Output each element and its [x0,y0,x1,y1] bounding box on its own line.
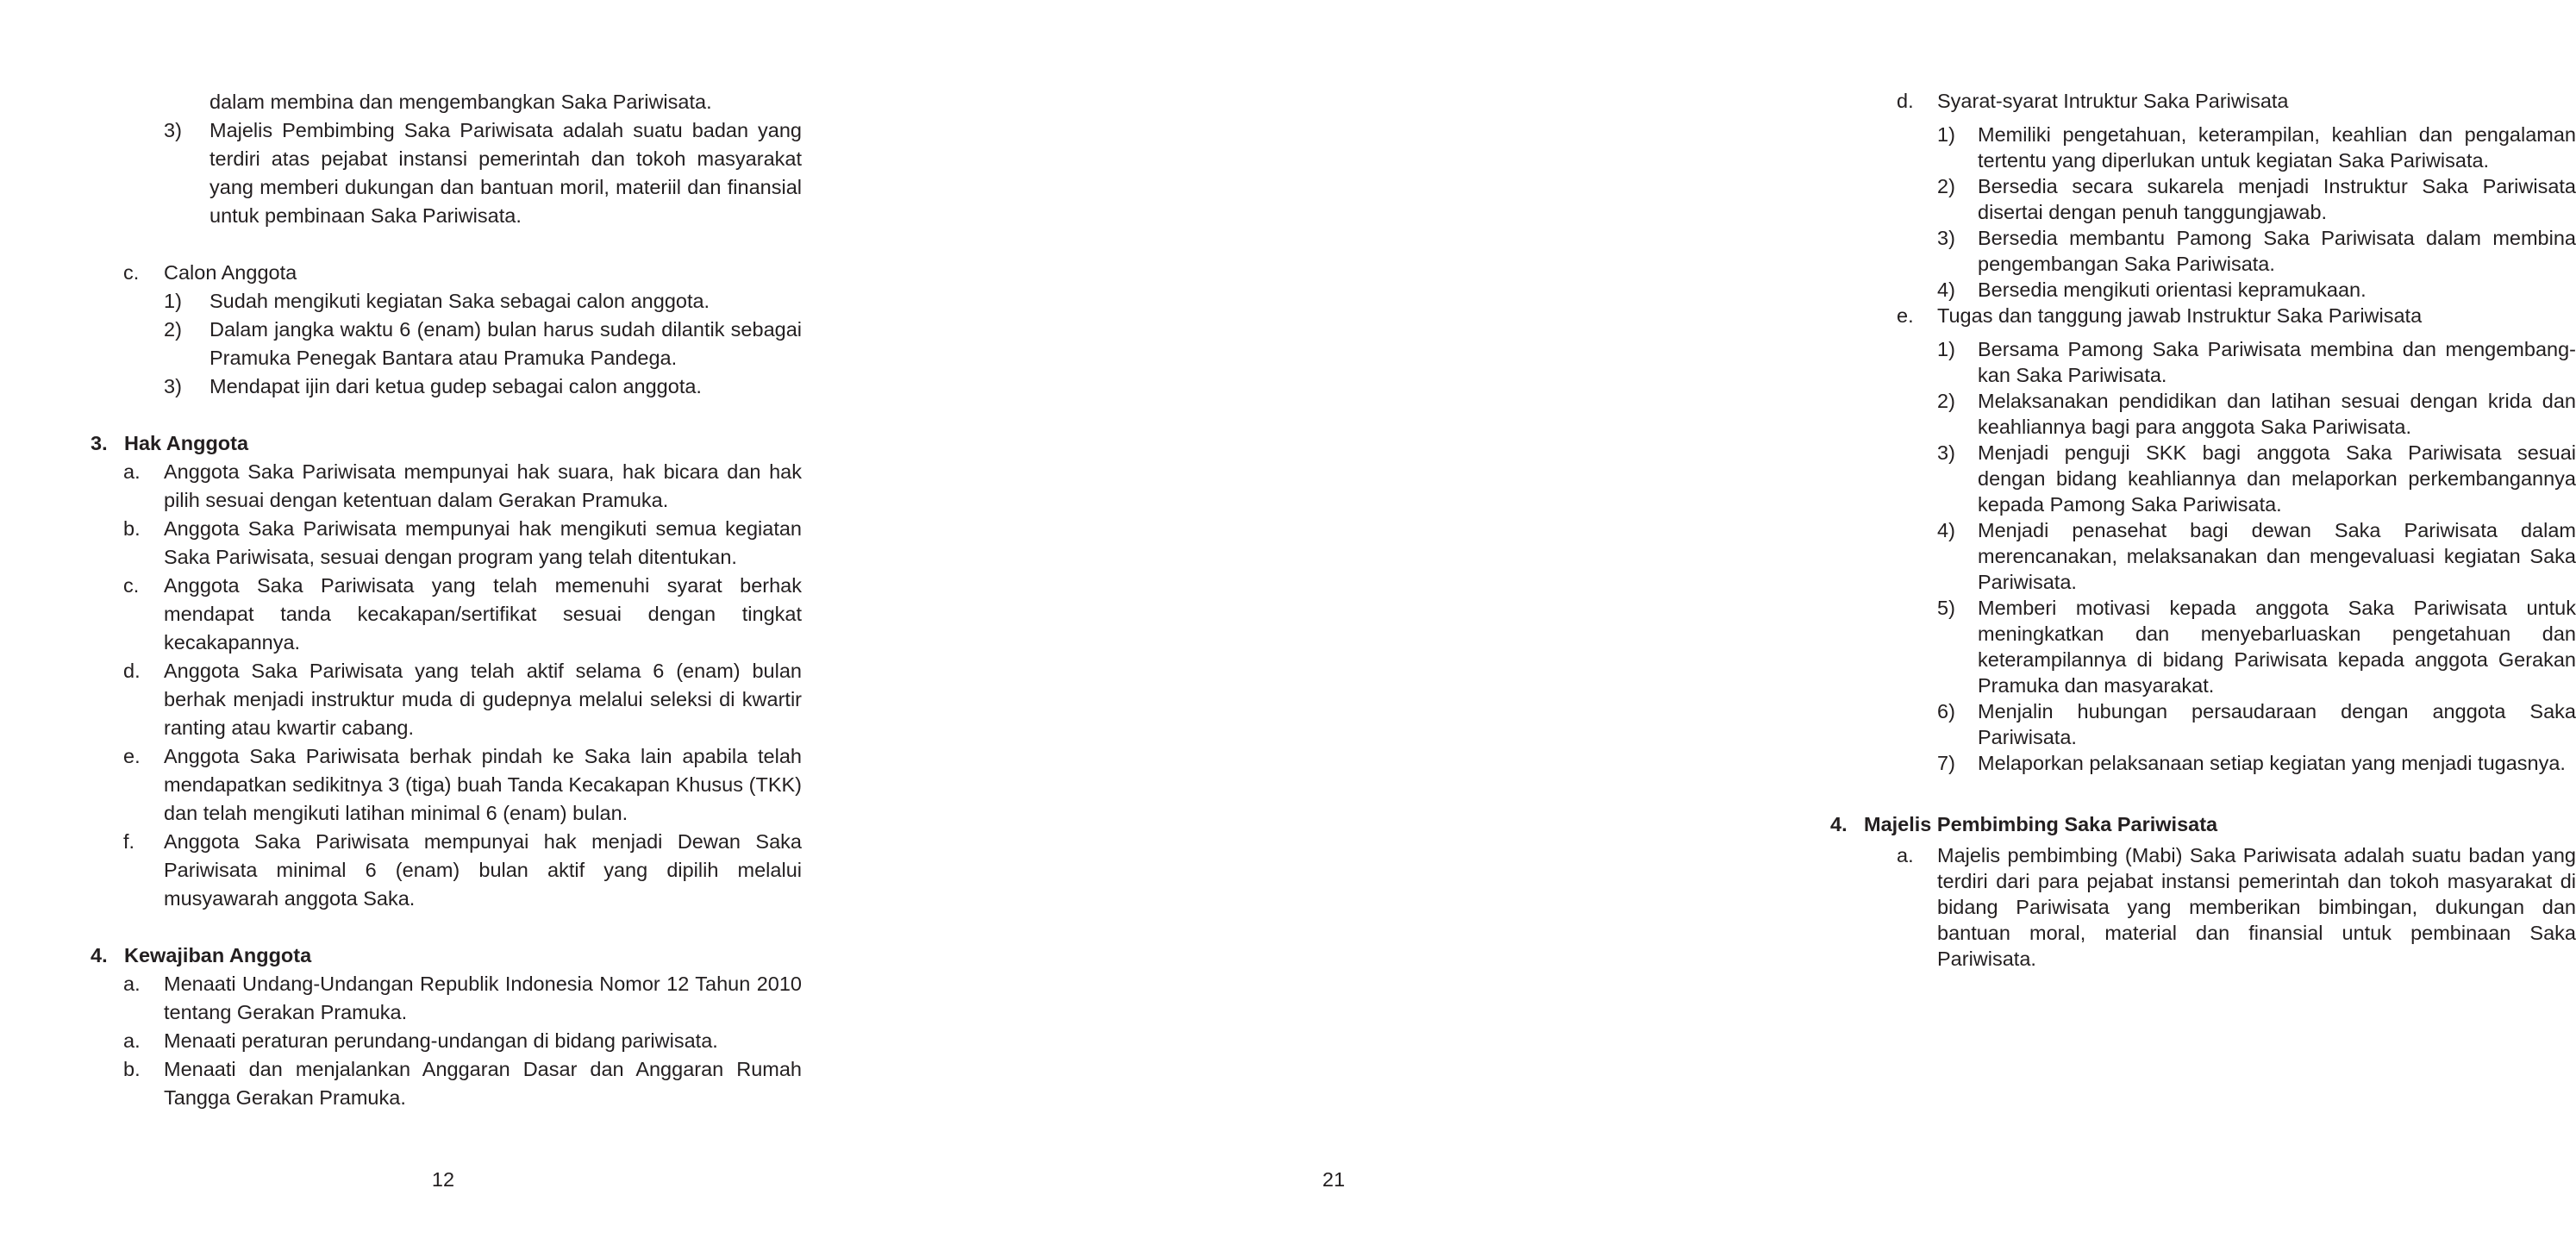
section-c-heading: c. Calon Anggota [123,261,297,284]
page-number: 12 [431,1168,455,1191]
list-item: 1) Memiliki pengetahuan, keterampilan, keahlian dan pengalaman tertentu yang diperlukan untuk kegiatan Saka Pariwisata. [1937,123,2576,172]
list-item: 3) Bersedia membantu Pamong Saka Pariwisata dalam membina pengembangan Saka Pariwisata. [1937,227,2576,275]
section-4-heading: 4. Kewajiban Anggota [91,944,312,966]
list-item: 1) Sudah mengikuti kegiatan Saka sebagai calon anggota. [164,290,710,312]
left-page-body [91,88,802,1112]
list-item: 2) Dalam jangka waktu 6 (enam) bulan harus sudah dilantik sebagai Pramuka Penegak Bantara atau Pramuka Pandega. [164,318,802,369]
section-4-heading: 4. Majelis Pembimbing Saka Pariwisata [1830,813,2218,835]
list-item: 5) Memberi motivasi kepada anggota Saka Pariwisata untuk meningkatkan dan menyebarluaskan pengetahuan dan keterampilannya di bidang Pariwisata kepada anggota Gerakan Pramuka dan masyarakat. [1937,597,2576,697]
list-item: 6) Menjalin hubungan persaudaraan dengan anggota Saka Pariwisata. [1937,700,2576,748]
left-page [0,0,883,1251]
list-item: a. Anggota Saka Pariwisata mempunyai hak suara, hak bicara dan hak pilih sesuai dengan ketentuan dalam Gerakan Pramuka. [123,460,802,511]
list-item: b. Menaati dan menjalankan Anggaran Dasar dan Anggaran Rumah Tangga Gerakan Pramuka. [123,1058,802,1109]
right-page [883,0,2576,1251]
list-item: f. Anggota Saka Pariwisata mempunyai hak menjadi Dewan Saka Pariwisata minimal 6 (enam) bulan aktif yang dipilih melalui musyawarah anggota Saka. [123,830,802,910]
list-item: a. Menaati peraturan perundang-undangan di bidang pariwisata. [123,1029,718,1052]
list-item: b. Anggota Saka Pariwisata mempunyai hak mengikuti semua kegiatan Saka Pariwisata, sesuai dengan program yang telah ditentukan. [123,517,802,568]
right-page-body [1830,88,2576,972]
list-item: 3) Menjadi penguji SKK bagi anggota Saka Pariwisata sesuai dengan bidang keahliannya dan melaporkan perkembangannya kepada Pamong Saka Pariwisata. [1937,441,2576,516]
intro-continuation: dalam membina dan mengembangkan Saka Pariwisata. [209,91,712,113]
list-item: 2) Bersedia secara sukarela menjadi Instruktur Saka Pariwisata disertai dengan penuh tanggungjawab. [1937,175,2576,223]
item-label: 3) [164,119,182,141]
list-item: 3) Mendapat ijin dari ketua gudep sebagai calon anggota. [164,375,702,397]
list-item: 1) Bersama Pamong Saka Pariwisata membina dan mengembang-kan Saka Pariwisata. [1937,338,2576,386]
list-item: e. Anggota Saka Pariwisata berhak pindah ke Saka lain apabila telah mendapatkan sedikitnya 3 (tiga) buah Tanda Kecakapan Khusus (TKK) dan telah mengikuti latihan minimal 6 (enam) bulan. [123,745,802,824]
section-e-heading: e. Tugas dan tanggung jawab Instruktur Saka Pariwisata [1897,304,2423,327]
list-item: 2) Melaksanakan pendidikan dan latihan sesuai dengan krida dan keahliannya bagi para anggota Saka Pariwisata. [1937,390,2576,438]
list-item: 7) Melaporkan pelaksanaan setiap kegiatan yang menjadi tugasnya. [1937,752,2566,774]
list-item: 4) Bersedia mengikuti orientasi kepramukaan. [1937,278,2367,301]
intro-item [91,116,802,230]
list-item: 4) Menjadi penasehat bagi dewan Saka Pariwisata dalam merencanakan, melaksanakan dan mengevaluasi kegiatan Saka Pariwisata. [1937,519,2576,593]
list-item: a. Menaati Undang-Undangan Republik Indonesia Nomor 12 Tahun 2010 tentang Gerakan Pramuka. [123,973,802,1023]
list-item: a. Majelis pembimbing (Mabi) Saka Pariwisata adalah suatu badan yang terdiri dari para pejabat instansi pemerintah dan tokoh masyarakat di bidang Pariwisata yang memberikan bimbingan, dukungan dan bantuan moral, material dan finansial untuk pembinaan Saka Pariwisata. [1897,844,2576,970]
list-item: c. Anggota Saka Pariwisata yang telah memenuhi syarat berhak mendapat tanda kecakapan/sertifikat sesuai dengan tingkat kecakapannya. [123,574,802,654]
section-3-heading: 3. Hak Anggota [91,432,249,454]
section-d-heading: d. Syarat-syarat Intruktur Saka Pariwisata [1897,90,2289,112]
page-number: 21 [1322,1168,1346,1191]
item-text: Majelis Pembimbing Saka Pariwisata adalah suatu badan yang terdiri atas pejabat instansi pemerintah dan tokoh masyarakat yang memberi dukungan dan bantuan moril, materiil dan finansial untuk pembinaan Saka Pariwisata. [209,119,802,227]
list-item: d. Anggota Saka Pariwisata yang telah aktif selama 6 (enam) bulan berhak menjadi instruktur muda di gudepnya melalui seleksi di kwartir ranting atau kwartir cabang. [123,660,802,739]
